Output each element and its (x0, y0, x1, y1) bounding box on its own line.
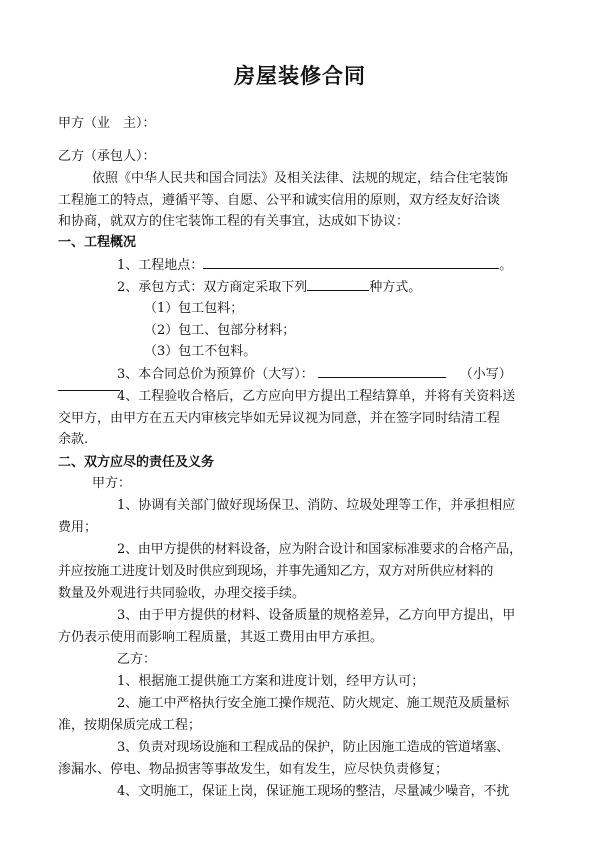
section-1-heading: 一、工程概况 (58, 235, 137, 250)
a2-line-1: 2、由甲方提供的材料设备，应为附合设计和国家标准要求的合格产品， (117, 542, 522, 557)
option-1: （1）包工包料； (144, 301, 244, 316)
intro-line-2: 工程施工的特点，遵循平等、自愿、公平和诚实信用的原则，双方经友好洽谈 (58, 193, 501, 208)
item-4-line-1: 4、工程验收合格后，乙方应向甲方提出工程结算单，并将有关资料送 (117, 389, 516, 404)
item-1-end: 。 (499, 258, 513, 273)
a1-line-2: 费用； (58, 520, 98, 535)
a3-line-2: 方仍表示使用而影响工程质量，其返工费用由甲方承担。 (58, 630, 384, 645)
item-4-line-2: 交甲方，由甲方在五天内审核完毕如无异议视为同意，并在签字同时结清工程 (58, 411, 501, 426)
party-a-label: 甲方： (92, 476, 132, 491)
a2-line-3: 数量及外观进行共同验收，办理交接手续。 (58, 586, 306, 601)
b3-line-1: 3、负责对现场设施和工程成品的保护，防止因施工造成的管道堵塞、 (117, 740, 510, 755)
b2-line-1: 2、施工中严格执行安全施工操作规范、防火规定、施工规范及质量标 (117, 696, 510, 711)
option-2: （2）包工、包部分材料； (144, 323, 296, 338)
intro-line-1: 依照《中华人民共和国合同法》及相关法律、法规的规定，结合住宅装饰 (92, 171, 509, 186)
item-2-end: 种方式。 (369, 280, 422, 295)
mode-blank (307, 278, 369, 291)
b4-line-1: 4、文明施工，保证上岗，保证施工现场的整洁，尽量减少噪音，不扰 (117, 784, 510, 799)
party-b-line: 乙方（承包人）： (58, 149, 156, 164)
location-blank (203, 256, 499, 269)
b2-line-2: 准，按期保质完成工程； (58, 718, 202, 733)
price-lowercase-blank (58, 378, 120, 391)
item-1-label: 1、工程地点： (117, 258, 204, 273)
item-3-label: 3、本合同总价为预算价（大写）： (117, 367, 314, 382)
a2-line-2: 并应按施工进度计划及时供应到现场，并事先通知乙方，双方对所供应材料的 (58, 564, 494, 579)
document-title: 房屋装修合同 (234, 63, 366, 88)
item-3-small-label: （小写） (459, 367, 512, 382)
item-3-total-price (117, 365, 512, 384)
party-b-label: 乙方： (117, 652, 157, 667)
party-a-line: 甲方（业 主）： (58, 116, 156, 131)
option-3: （3）包工不包料。 (144, 344, 257, 359)
item-2-contract-mode (117, 278, 421, 297)
section-2-heading: 二、双方应尽的责任及义务 (58, 455, 215, 470)
item-1-location (117, 256, 512, 275)
a3-line-1: 3、由于甲方提供的材料、设备质量的规格差异，乙方向甲方提出，甲 (117, 608, 516, 623)
price-uppercase-blank (318, 365, 446, 378)
item-2-label: 2、承包方式：双方商定采取下列 (117, 280, 308, 295)
a1-line-1: 1、协调有关部门做好现场保卫、消防、垃圾处理等工作，并承担相应 (117, 498, 516, 513)
price-lowercase-blank-line (58, 378, 120, 397)
b1-line: 1、根据施工提供施工方案和进度计划，经甲方认可； (117, 674, 425, 689)
item-4-line-3: 余款. (58, 432, 89, 447)
b3-line-2: 渗漏水、停电、物品损害等事故发生，如有发生，应尽快负责修复； (58, 762, 449, 777)
intro-line-3: 和协商，就双方的住宅装饰工程的有关事宜，达成如下协议： (58, 214, 410, 229)
